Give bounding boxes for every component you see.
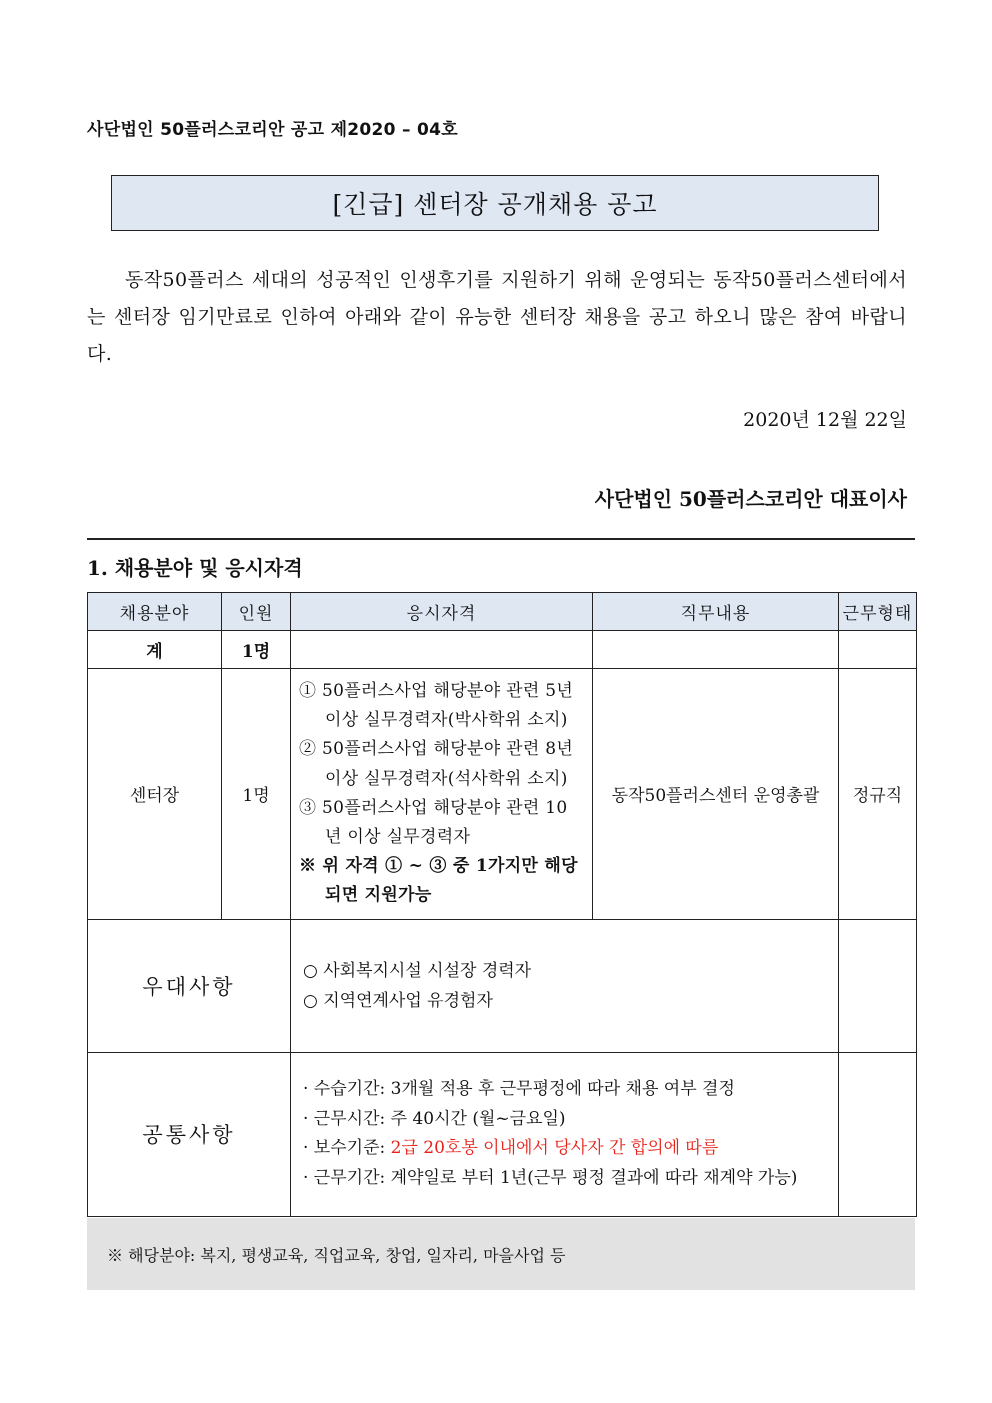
common-item: · 근무기간: 계약일로 부터 1년(근무 평정 결과에 따라 재계약 가능): [303, 1167, 798, 1188]
total-empty-qual: [291, 631, 593, 669]
footnote-text: ※ 해당분야: 복지, 평생교육, 직업교육, 창업, 일자리, 마을사업 등: [107, 1245, 566, 1265]
header-duties: 직무내용: [593, 593, 839, 631]
section-title: 1. 채용분야 및 응시자격: [87, 556, 303, 580]
intro-paragraph: 동작50플러스 세대의 성공적인 인생후기를 지원하기 위해 운영되는 동작50플러스센터에서는 센터장 임기만료로 인하여 아래와 같이 유능한 센터장 채용을 공고 하오니 많은 참여 바랍니다.: [87, 269, 907, 365]
job-field: 센터장: [88, 669, 222, 920]
qualification-item: ① 50플러스사업 해당분야 관련 5년 이상 실무경력자(박사학위 소지): [299, 681, 574, 731]
common-item: · 수습기간: 3개월 적용 후 근무평정에 따라 채용 여부 결정: [303, 1079, 735, 1100]
total-empty-type: [839, 631, 917, 669]
header-count: 인원: [222, 593, 291, 631]
pay-prefix: · 보수기준:: [303, 1138, 391, 1159]
preference-label: 우대사항: [88, 919, 291, 1052]
divider: [87, 538, 915, 540]
total-row: [88, 631, 917, 669]
table-header-row: [88, 593, 917, 631]
notice-number: 사단법인 50플러스코리안 공고 제2020 – 04호: [87, 120, 459, 140]
qualification-item: ② 50플러스사업 해당분야 관련 8년 이상 실무경력자(석사학위 소지): [299, 739, 574, 789]
qualification-item: ③ 50플러스사업 해당분야 관련 10년 이상 실무경력자: [299, 797, 568, 848]
announcement-date: 2020년 12월 22일: [743, 409, 907, 431]
common-list: [291, 1052, 839, 1216]
recruitment-table: [87, 592, 917, 1217]
total-empty-duties: [593, 631, 839, 669]
preference-row: [88, 919, 917, 1052]
common-label: 공통사항: [88, 1052, 291, 1216]
common-item: · 근무시간: 주 40시간 (월~금요일): [303, 1108, 566, 1129]
title-box: [111, 175, 879, 231]
common-empty: [839, 1052, 917, 1216]
header-employment-type: 근무형태: [839, 593, 917, 631]
preference-empty: [839, 919, 917, 1052]
preference-item: ○ 지역연계사업 유경험자: [303, 990, 493, 1011]
header-field: 채용분야: [88, 593, 222, 631]
common-row: [88, 1052, 917, 1216]
job-count: 1명: [222, 669, 291, 920]
signer: 사단법인 50플러스코리안 대표이사: [594, 487, 907, 511]
total-count: 1명: [222, 631, 291, 669]
header-qualifications: 응시자격: [291, 593, 593, 631]
page-title: [긴급] 센터장 공개채용 공고: [332, 190, 658, 219]
job-duties: 동작50플러스센터 운영총괄: [593, 669, 839, 920]
qualifications-cell: [291, 669, 593, 920]
job-row: [88, 669, 917, 920]
preference-item: ○ 사회복지시설 시설장 경력자: [303, 960, 532, 981]
footnote: [87, 1218, 915, 1290]
qualification-note: ※ 위 자격 ① ~ ③ 중 1가지만 해당되면 지원가능: [299, 856, 578, 906]
job-employment-type: 정규직: [839, 669, 917, 920]
pay-value: 2급 20호봉 이내에서 당사자 간 합의에 따름: [390, 1138, 719, 1159]
common-item-pay: [303, 1134, 838, 1164]
total-label: 계: [88, 631, 222, 669]
preference-list: [291, 919, 839, 1052]
